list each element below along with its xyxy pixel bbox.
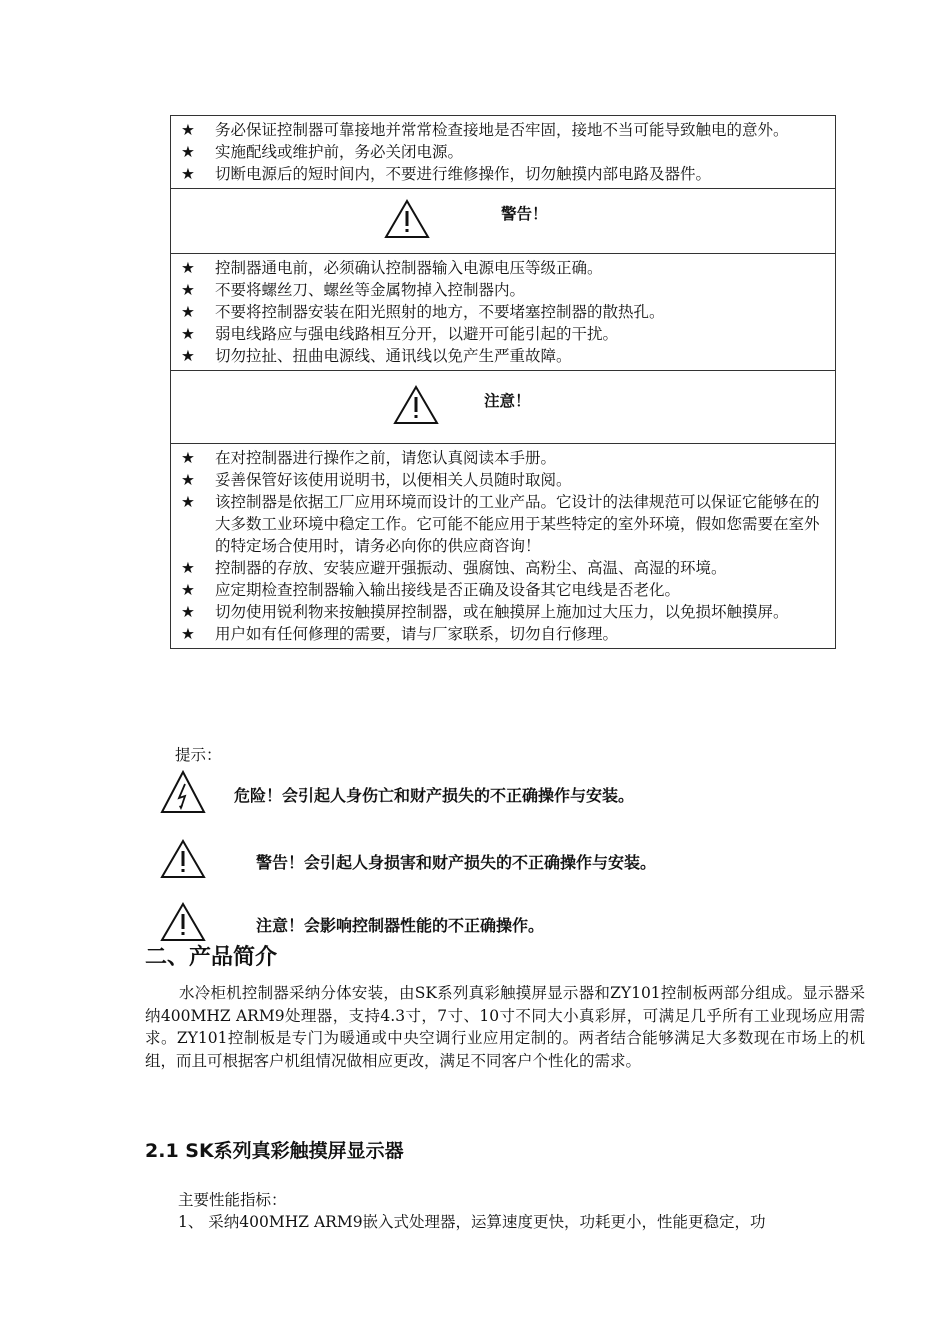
list-item <box>179 623 827 645</box>
list-item-text: 切勿拉扯、扭曲电源线、通讯线以免产生严重故障。 <box>215 347 572 365</box>
list-item <box>179 491 827 557</box>
list-item-text: 妥善保管好该使用说明书，以便相关人员随时取阅。 <box>215 471 572 489</box>
list-item-text: 控制器通电前，必须确认控制器输入电源电压等级正确。 <box>215 259 603 277</box>
hint-warning-text: 警告！会引起人身损害和财产损失的不正确操作与安装。 <box>256 852 657 872</box>
performance-item-1: 1、 采纳400MHZ ARM9嵌入式处理器，运算速度更快，功耗更小，性能更稳定，功 <box>178 1213 766 1231</box>
list-item-text: 切断电源后的短时间内，不要进行维修操作，切勿触摸内部电路及器件。 <box>215 165 712 183</box>
list-item-text: 实施配线或维护前，务必关闭电源。 <box>215 143 464 161</box>
star-bullet-icon: ★ <box>181 559 195 577</box>
caution-label: 注意！ <box>484 392 531 410</box>
star-bullet-icon: ★ <box>181 281 195 299</box>
hint-danger-text: 危险！会引起人身伤亡和财产损失的不正确操作与安装。 <box>234 785 635 805</box>
list-item <box>179 447 827 469</box>
star-bullet-icon: ★ <box>181 259 195 277</box>
section-warning-items <box>171 254 835 371</box>
star-bullet-icon: ★ <box>181 165 195 183</box>
list-item <box>179 469 827 491</box>
star-bullet-icon: ★ <box>181 603 195 621</box>
star-bullet-icon: ★ <box>181 493 195 511</box>
hint-warning <box>160 839 656 883</box>
list-item <box>179 345 827 367</box>
list-item-text: 不要将控制器安装在阳光照射的地方，不要堵塞控制器的散热孔。 <box>215 303 665 321</box>
list-item-text: 不要将螺丝刀、螺丝等金属物掉入控制器内。 <box>215 281 526 299</box>
section-heading: 二、产品简介 <box>145 945 278 970</box>
subsection-heading: 2.1 SK系列真彩触摸屏显示器 <box>145 1140 404 1162</box>
list-item <box>179 557 827 579</box>
caution-header <box>171 371 835 444</box>
list-item <box>179 301 827 323</box>
list-item-text: 用户如有任何修理的需要，请与厂家联系，切勿自行修理。 <box>215 625 619 643</box>
list-item <box>179 141 827 163</box>
list-item <box>179 119 827 141</box>
hint-danger <box>160 770 634 818</box>
performance-title: 主要性能指标： <box>178 1191 287 1209</box>
list-item <box>179 163 827 185</box>
star-bullet-icon: ★ <box>181 625 195 643</box>
list-item-text: 务必保证控制器可靠接地并常常检查接地是否牢固，接地不当可能导致触电的意外。 <box>215 121 789 139</box>
list-item-text: 应定期检查控制器输入输出接线是否正确及设备其它电线是否老化。 <box>215 581 681 599</box>
star-bullet-icon: ★ <box>181 303 195 321</box>
lightning-triangle-icon <box>160 770 206 818</box>
list-item <box>179 579 827 601</box>
list-item <box>179 601 827 623</box>
list-item <box>179 279 827 301</box>
intro-paragraph: 水冷柜机控制器采纳分体安装，由SK系列真彩触摸屏显示器和ZY101控制板两部分组成。显示器采纳400MHZ ARM9处理器，支持4.3寸，7寸、10寸不同大小真彩屏，可满足几乎所有工业现场应用需求。ZY101控制板是专门为暖通或中央空调行业应用定制的。两者结合能够满足大多数现在市场上的机组，而且可根据客户机组情况做相应更改，满足不同客户个性化的需求。 <box>145 984 865 1070</box>
star-bullet-icon: ★ <box>181 449 195 467</box>
hints-title: 提示： <box>175 746 222 764</box>
warning-label: 警告！ <box>501 205 548 223</box>
star-bullet-icon: ★ <box>181 347 195 365</box>
warning-triangle-icon <box>384 199 430 243</box>
hint-caution-text: 注意！会影响控制器性能的不正确操作。 <box>256 915 545 935</box>
list-item <box>179 257 827 279</box>
list-item-text: 控制器的存放、安装应避开强振动、强腐蚀、高粉尘、高温、高湿的环境。 <box>215 559 727 577</box>
list-item-text: 该控制器是依据工厂应用环境而设计的工业产品。它设计的法律规范可以保证它能够在的大多数工业环境中稳定工作。它可能不能应用于某些特定的室外环境，假如您需要在室外的特定场合使用时，请务必向你的供应商咨询！ <box>215 493 820 555</box>
star-bullet-icon: ★ <box>181 581 195 599</box>
warning-triangle-icon <box>160 839 206 883</box>
section-caution-items <box>171 444 835 648</box>
star-bullet-icon: ★ <box>181 471 195 489</box>
star-bullet-icon: ★ <box>181 121 195 139</box>
star-bullet-icon: ★ <box>181 143 195 161</box>
safety-table <box>170 115 836 649</box>
list-item-text: 在对控制器进行操作之前，请您认真阅读本手册。 <box>215 449 557 467</box>
caution-triangle-icon <box>393 385 439 429</box>
list-item-text: 弱电线路应与强电线路相互分开，以避开可能引起的干扰。 <box>215 325 619 343</box>
star-bullet-icon: ★ <box>181 325 195 343</box>
list-item-text: 切勿使用锐利物来按触摸屏控制器，或在触摸屏上施加过大压力，以免损坏触摸屏。 <box>215 603 789 621</box>
list-item <box>179 323 827 345</box>
warning-header <box>171 189 835 254</box>
section-danger-items <box>171 116 835 189</box>
